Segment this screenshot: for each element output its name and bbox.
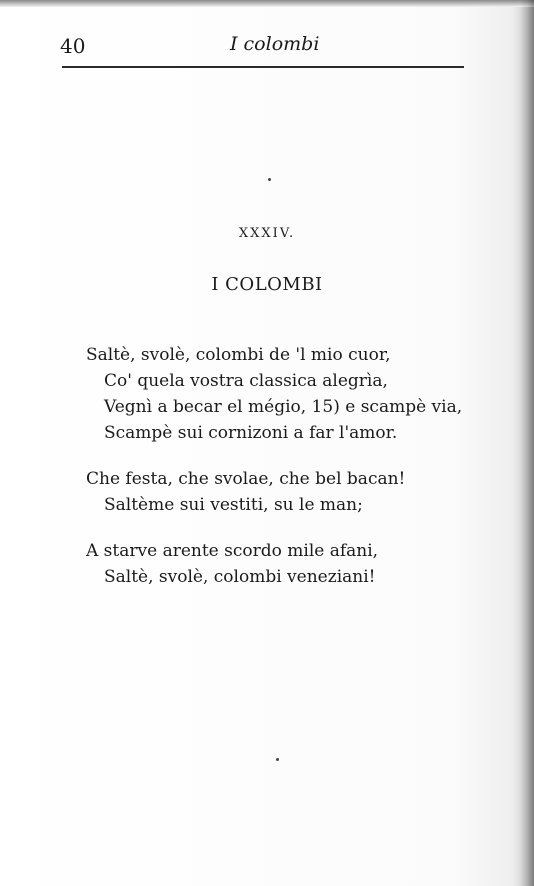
running-title: I colombi — [230, 33, 320, 55]
poem-line: Che festa, che svolae, che bel bacan! — [86, 469, 406, 489]
poem-line: Co' quela vostra classica alegrìa, — [104, 371, 388, 391]
page-number: 40 — [60, 34, 86, 58]
print-speck — [268, 178, 271, 181]
stanza-3 — [86, 538, 466, 590]
poem-line: A starve arente scordo mile afani, — [86, 541, 379, 561]
stanza-1 — [86, 342, 466, 446]
poem-title: I COLOMBI — [211, 274, 323, 295]
section-number: XXXIV. — [238, 226, 296, 241]
page-top-edge — [0, 0, 534, 7]
poem-body — [86, 342, 466, 610]
poem-line: Vegnì a becar el mégio, 15) e scampè via, — [104, 397, 463, 417]
header-rule — [62, 66, 464, 68]
page-gutter-shadow — [520, 0, 534, 886]
poem-line: Saltème sui vestiti, su le man; — [104, 495, 363, 515]
poem-line: Saltè, svolè, colombi veneziani! — [104, 567, 376, 587]
print-speck — [276, 758, 279, 761]
poem-line: Saltè, svolè, colombi de 'l mio cuor, — [86, 345, 391, 365]
stanza-2 — [86, 466, 466, 518]
poem-line: Scampè sui cornizoni a far l'amor. — [104, 423, 398, 443]
